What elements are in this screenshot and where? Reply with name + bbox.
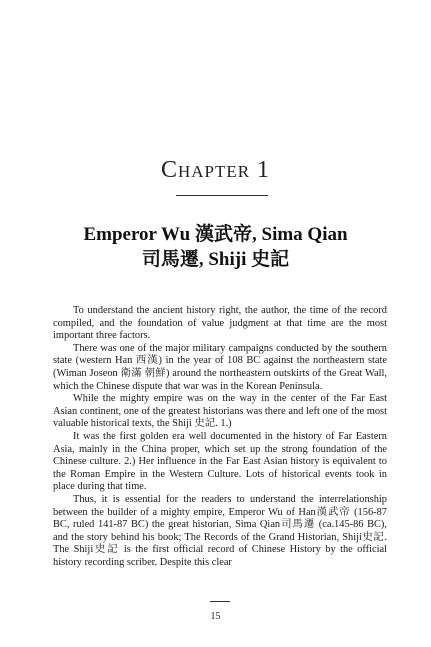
chapter-heading-rule bbox=[176, 195, 268, 196]
paragraph: While the mighty empire was on the way in the center of the Far East Asian continent, one of the greatest historians was there and left one of the most valuable historical texts, the Shiji 史記. 1.) bbox=[53, 393, 387, 430]
chapter-heading: Chapter 1 bbox=[160, 157, 271, 183]
body-text bbox=[53, 305, 387, 569]
paragraph: There was one of the major military campaigns conducted by the southern state (western Han 西漢) in the year of 108 BC against the northeastern state (Wiman Joseon 衛滿 朝鮮) around the northeastern outskirts of the Great Wall, which the Chinese dispute that war was in the Korean Peninsula. bbox=[53, 342, 387, 392]
chapter-title-line-2: 司馬遷, Shiji 史記 bbox=[141, 249, 290, 270]
paragraph: It was the first golden era well documented in the history of Far Eastern Asia, mainly in the China proper, which set up the strong foundation of the Chinese culture. 2.) Her influence in the Far East Asian history is equivalent to the Roman Empire in the Western Culture. Lots of historical events took in place during that time. bbox=[53, 430, 387, 493]
paragraph: Thus, it is essential for the readers to understand the interrelationship between the builder of a mighty empire, Emperor Wu of Han漢武帝 (156-87 BC, ruled 141-87 BC) the great historian, Sima Qian司馬遷 (ca.145-86 BC), and the story behind his book; The Records of the Grand Historian, Shiji史記. The Shiji史記 is the first official record of Chinese History by the official history recording scriber. Despite this clear bbox=[53, 493, 387, 568]
paragraph: To understand the ancient history right, the author, the time of the record compiled, and the foundation of value judgment at that time are the most important three factors. bbox=[53, 305, 387, 342]
chapter-title bbox=[40, 222, 391, 272]
chapter-title-line-1: Emperor Wu 漢武帝, Sima Qian bbox=[83, 224, 348, 245]
footer-rule bbox=[210, 601, 230, 602]
page-number: 15 bbox=[210, 611, 221, 622]
